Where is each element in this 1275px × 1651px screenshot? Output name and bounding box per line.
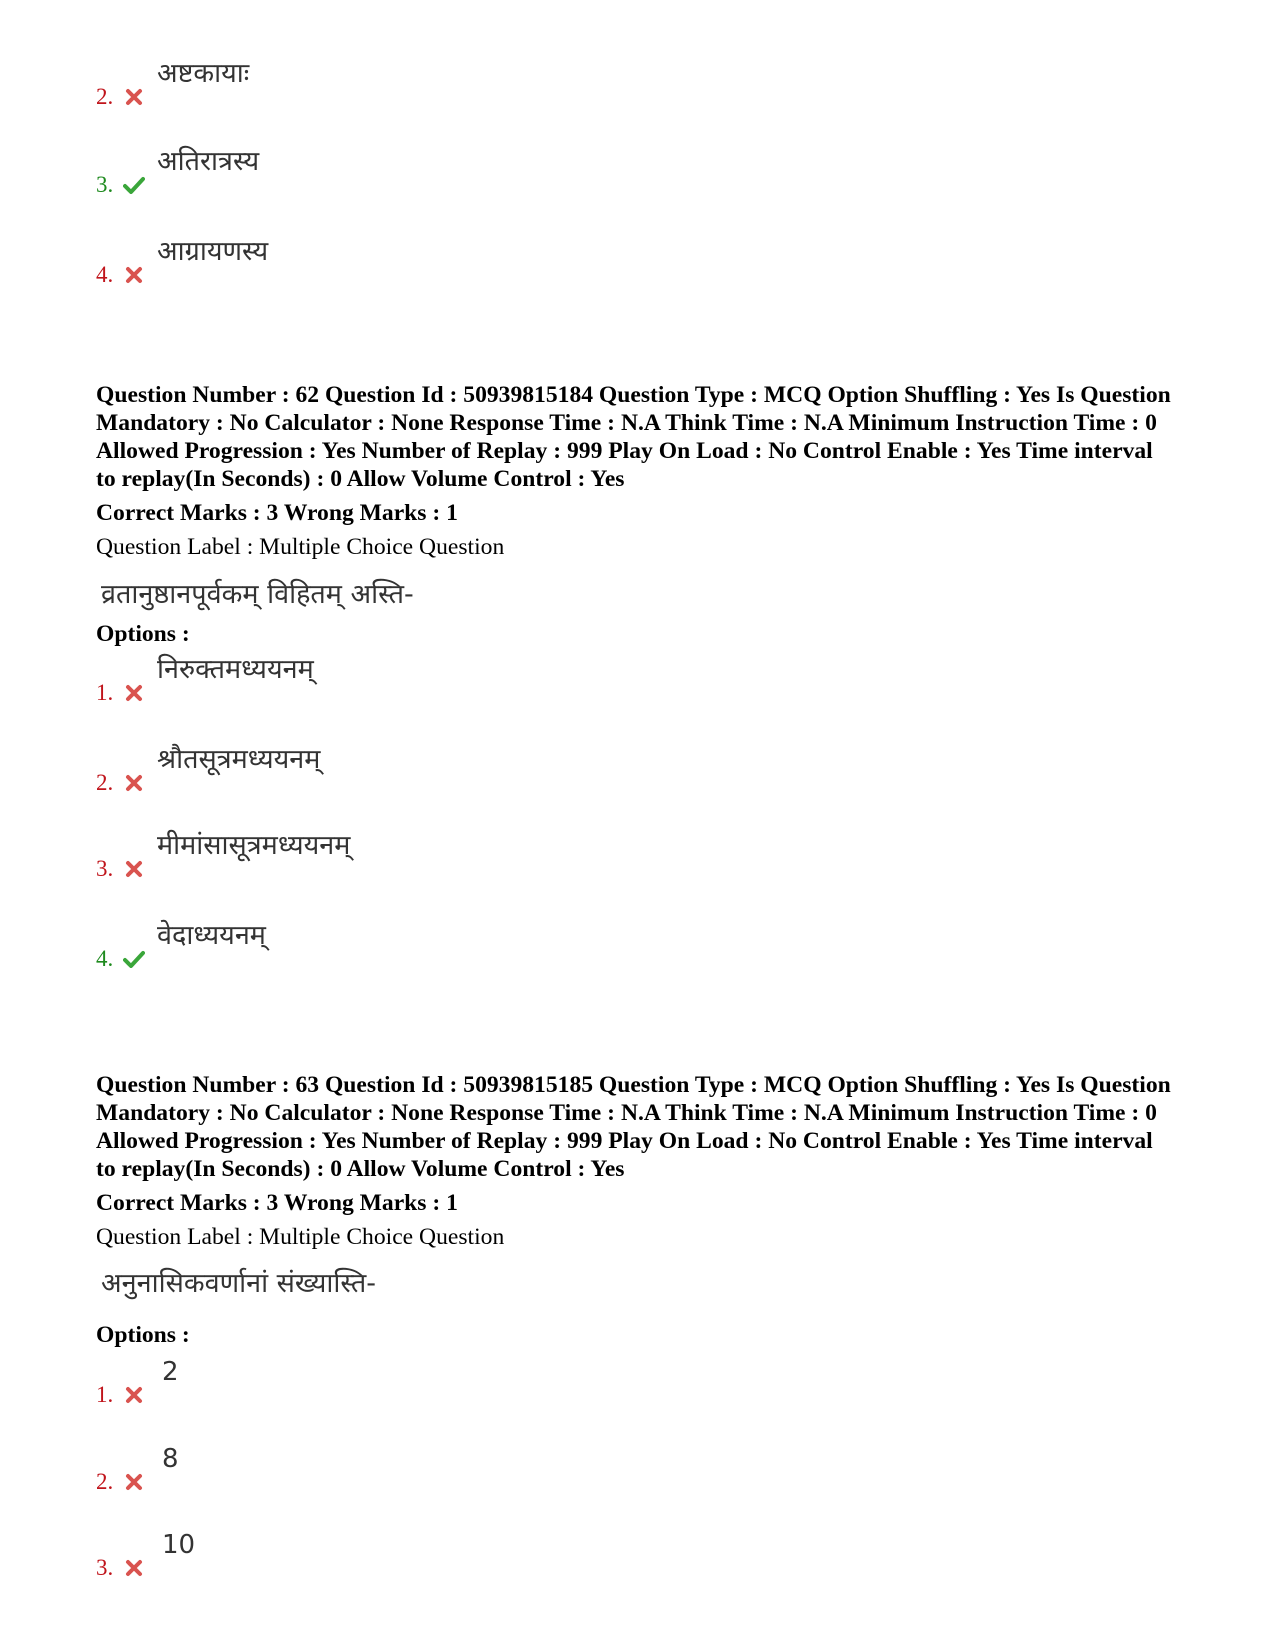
check-icon <box>123 950 145 968</box>
option-item <box>96 228 996 288</box>
check-icon <box>123 176 145 194</box>
option-text: 8 <box>162 1444 179 1474</box>
option-number: 3. <box>96 172 114 197</box>
cross-icon <box>123 1386 145 1404</box>
cross-icon <box>123 1473 145 1491</box>
cross-icon <box>123 1559 145 1577</box>
option-item <box>96 646 996 706</box>
option-number: 4. <box>96 946 114 971</box>
option-item <box>96 736 996 796</box>
option-number: 1. <box>96 680 114 705</box>
option-number: 2. <box>96 1469 114 1494</box>
option-item <box>96 1348 996 1408</box>
question-label: Question Label : Multiple Choice Question <box>96 1224 505 1250</box>
options-heading: Options : <box>96 621 190 647</box>
question-marks: Correct Marks : 3 Wrong Marks : 1 <box>96 1190 458 1216</box>
option-item <box>96 912 996 972</box>
option-item <box>96 138 996 198</box>
option-text: निरुक्तमध्ययनम् <box>157 654 314 685</box>
option-text: अष्टकायाः <box>157 58 250 89</box>
option-item <box>96 822 996 882</box>
option-text: 10 <box>162 1530 196 1560</box>
options-heading: Options : <box>96 1322 190 1348</box>
option-number: 4. <box>96 262 114 287</box>
option-number: 1. <box>96 1382 114 1407</box>
cross-icon <box>123 266 145 284</box>
question-marks: Correct Marks : 3 Wrong Marks : 1 <box>96 500 458 526</box>
cross-icon <box>123 684 145 702</box>
question-text: व्रतानुष्ठानपूर्वकम् विहितम् अस्ति- <box>101 579 414 610</box>
option-item <box>96 1435 996 1495</box>
option-text: अतिरात्रस्य <box>157 146 260 177</box>
question-text: अनुनासिकवर्णानां संख्यास्ति- <box>101 1268 376 1299</box>
cross-icon <box>123 860 145 878</box>
option-item <box>96 50 996 110</box>
option-number: 3. <box>96 1555 114 1580</box>
option-text: 2 <box>162 1357 179 1387</box>
option-text: मीमांसासूत्रमध्ययनम् <box>157 830 351 861</box>
option-item <box>96 1521 996 1581</box>
question-meta: Question Number : 62 Question Id : 50939815184 Question Type : MCQ Option Shuffling : Yes Is Question Mandatory : No Calculator : None Response Time : N.A Think Time : N.A Minimum Instruction Time : 0 Allowed Progression : Yes Number of Replay : 999 Play On Load : No Control Enable : Yes Time interval to replay(In Seconds) : 0 Allow Volume Control : Yes <box>96 382 1171 492</box>
option-number: 2. <box>96 770 114 795</box>
cross-icon <box>123 774 145 792</box>
option-text: श्रौतसूत्रमध्ययनम् <box>157 744 321 775</box>
cross-icon <box>123 88 145 106</box>
option-text: वेदाध्ययनम् <box>157 920 266 951</box>
option-number: 3. <box>96 856 114 881</box>
question-meta: Question Number : 63 Question Id : 50939815185 Question Type : MCQ Option Shuffling : Yes Is Question Mandatory : No Calculator : None Response Time : N.A Think Time : N.A Minimum Instruction Time : 0 Allowed Progression : Yes Number of Replay : 999 Play On Load : No Control Enable : Yes Time interval to replay(In Seconds) : 0 Allow Volume Control : Yes <box>96 1072 1171 1182</box>
option-number: 2. <box>96 84 114 109</box>
question-label: Question Label : Multiple Choice Question <box>96 534 505 560</box>
option-text: आग्रायणस्य <box>157 236 269 267</box>
